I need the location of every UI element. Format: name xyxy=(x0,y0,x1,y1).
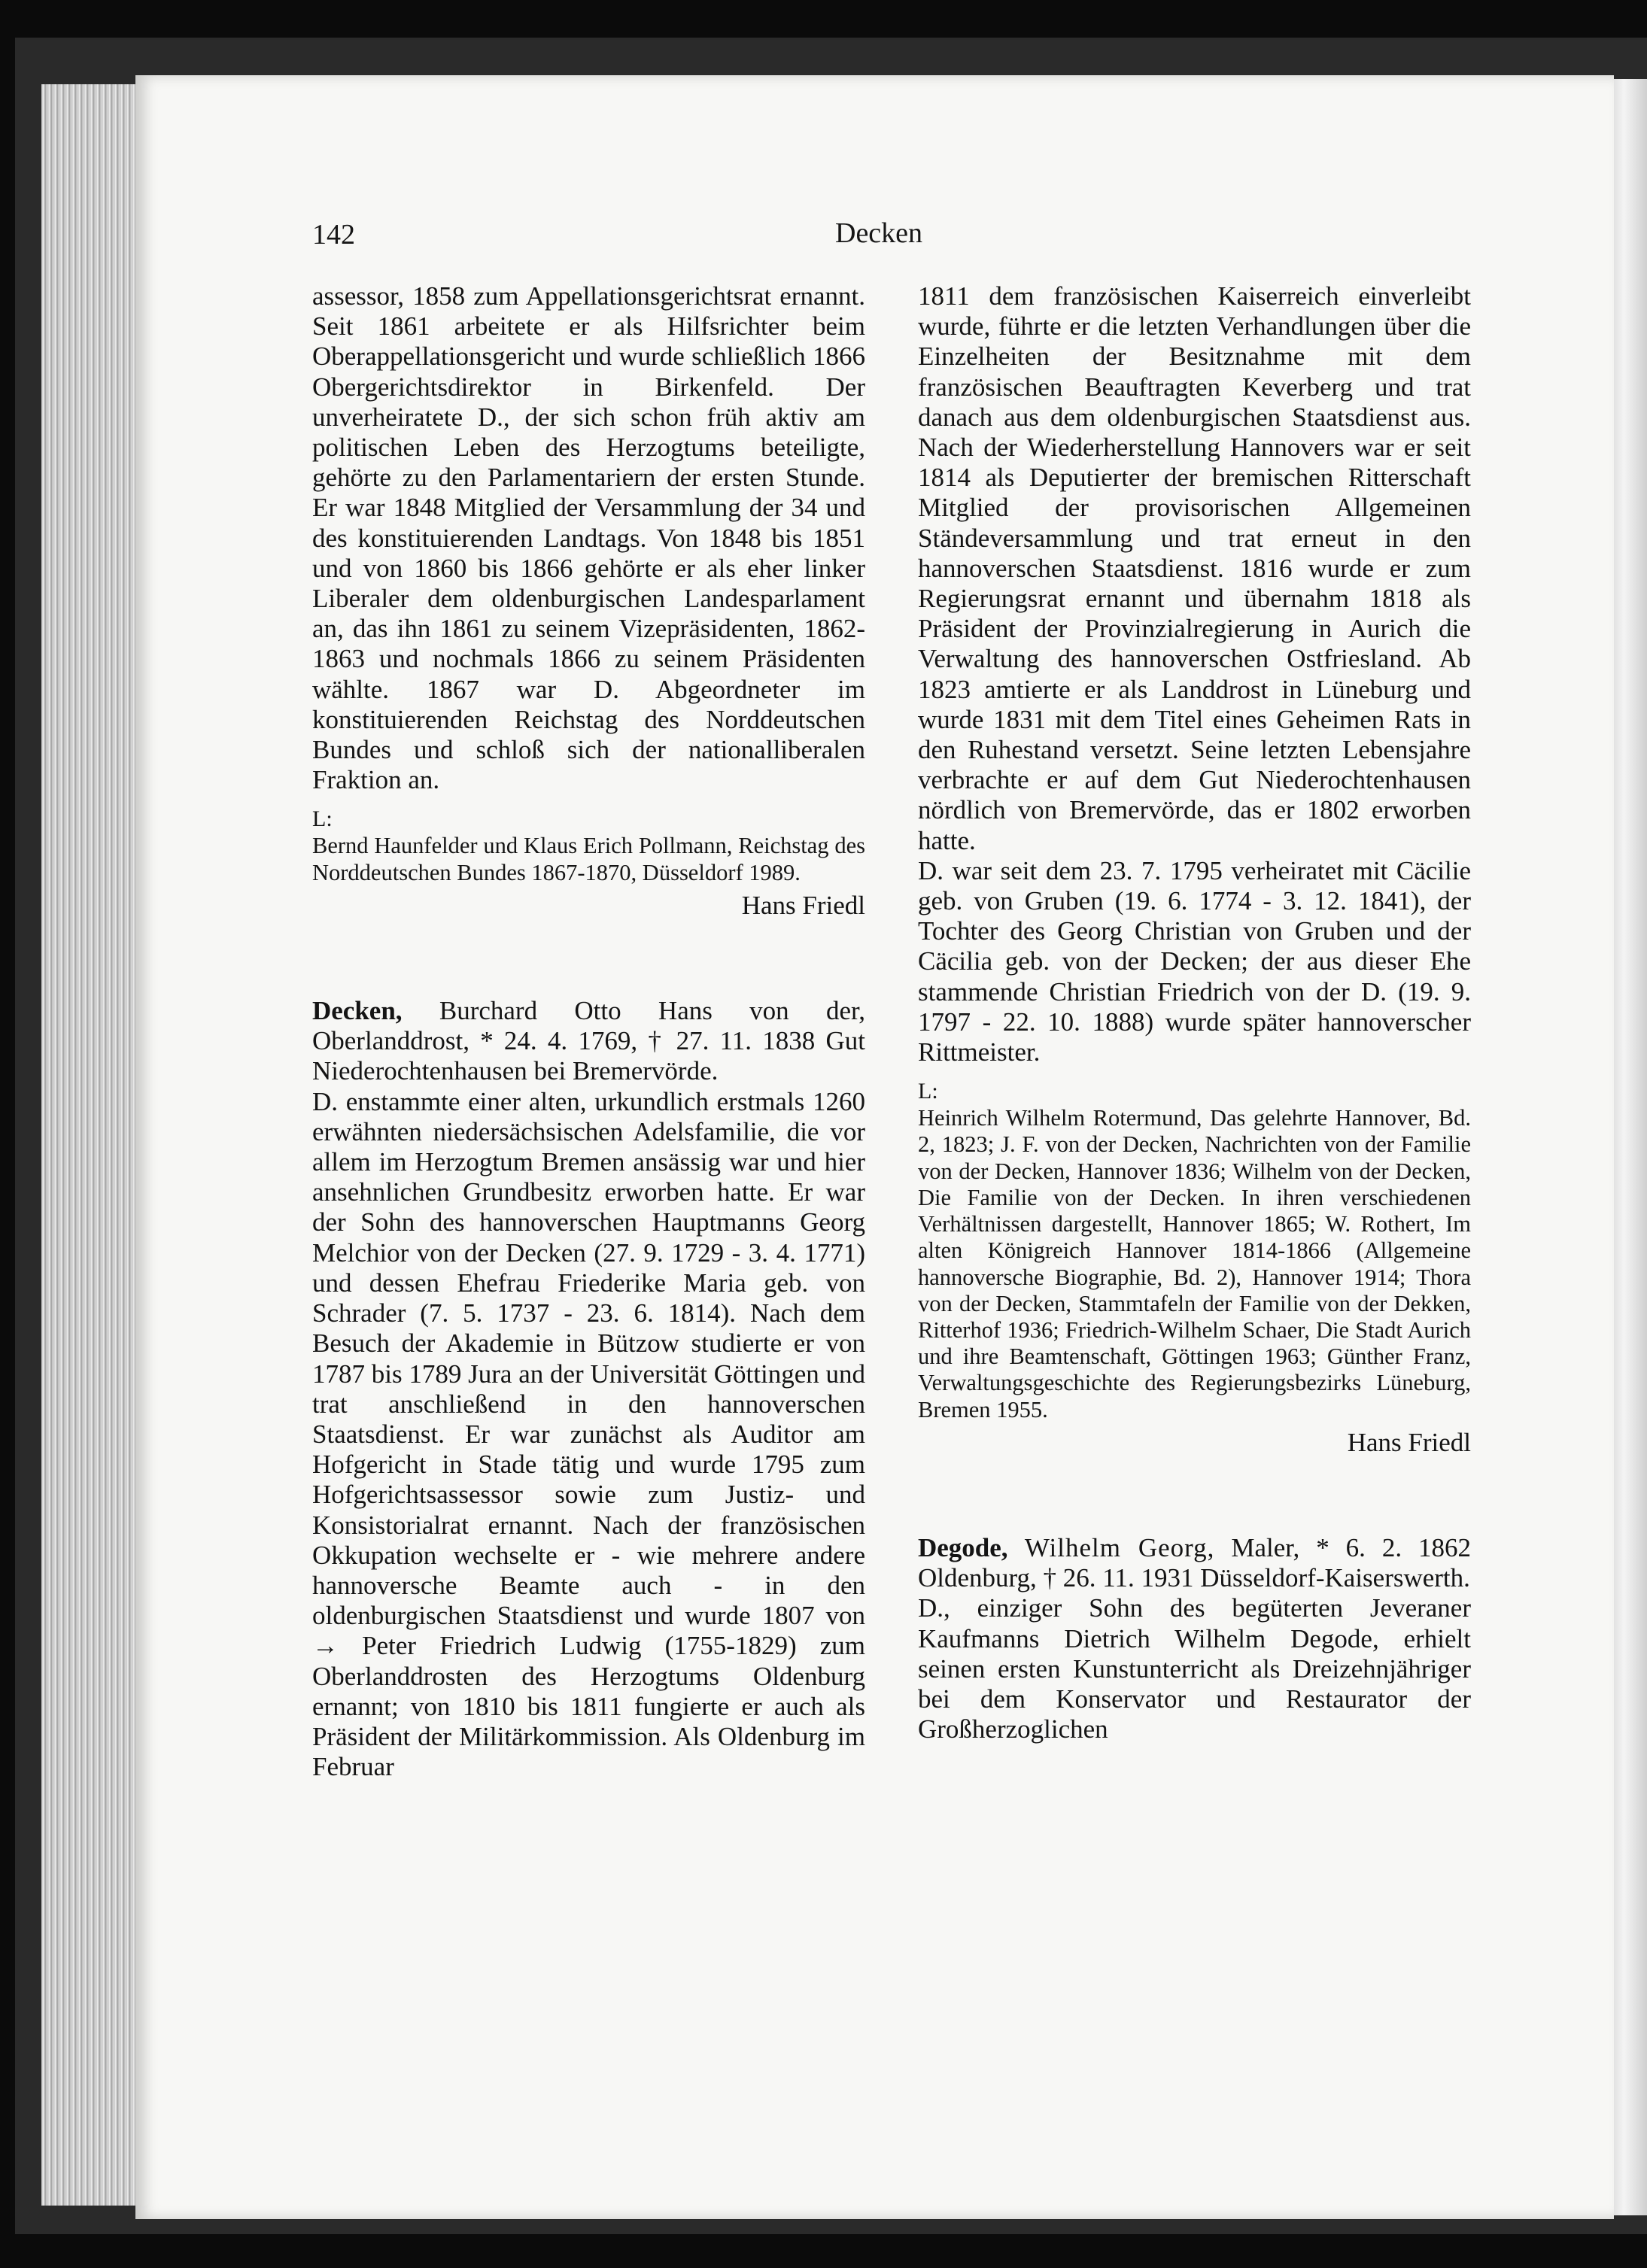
left-column xyxy=(312,281,865,1782)
right-column xyxy=(918,281,1471,1744)
entry-author: Hans Friedl xyxy=(1347,1427,1471,1457)
literature-text: Heinrich Wilhelm Rotermund, Das gelehrte Hannover, Bd. 2, 1823; J. F. von der Decken, Nachrichten von der Familie von der Decken, Hannover 1836; Wilhelm von der Decken, Die Familie von der Decken. In ihren verschiedenen Verhältnissen dargestellt, Hannover 1865; W. Rothert, Im alten Königreich Hannover 1814-1866 (Allgemeine hannoversche Biographie, Bd. 2), Hannover 1914; Thora von der Decken, Stammtafeln der Familie von der Dekken, Ritterhof 1936; Friedrich-Wilhelm Schaer, Die Stadt Aurich und ihre Beamtenschaft, Göttingen 1963; Günther Franz, Verwaltungsgeschichte des Regierungsbezirks Lüneburg, Bremen 1955. xyxy=(918,1105,1471,1422)
literature-label: L: xyxy=(312,806,333,832)
page-number: 142 xyxy=(312,219,355,250)
entry-body: D. enstammte einer alten, urkundlich erstmals 1260 erwähnten niedersächsischen Adelsfamilie, die vor allem im Herzogtum Bremen ansässig war und hier ansehnlichen Grundbesitz erworben hatte. Er war der Sohn des hannoverschen Hauptmanns Georg Melchior von der Decken (27. 9. 1729 - 3. 4. 1771) und dessen Ehefrau Friederike Maria geb. von Schrader (7. 5. 1737 - 23. 6. 1814). Nach dem Besuch der Akademie in Bützow studierte er von 1787 bis 1789 Jura an der Universität Göttingen und trat anschließend in den hannoverschen Staatsdienst. Er war zunächst als Auditor am Hofgericht in Stade tätig und wurde 1795 zum Hofgerichtsassessor sowie zum Justiz- und Konsistorialrat ernannt. Nach der französischen Okkupation wechselte er - wie mehrere andere hannoversche Beamte auch - in den oldenburgischen Staatsdienst und wurde 1807 von → Peter Friedrich Ludwig (1755-1829) zum Oberlanddrosten des Herzogtums Oldenburg ernannt; von 1810 bis 1811 fungierte er auch als Präsident der Militärkommission. Als Oldenburg im Februar xyxy=(312,1086,865,1782)
entry-author: Hans Friedl xyxy=(741,890,865,920)
entry-continuation-text: assessor, 1858 zum Appellationsgerichtsrat ernannt. Seit 1861 arbeitete er als Hilfsrichter beim Oberappellationsgericht und wurde schließlich 1866 Obergerichtsdirektor in Birkenfeld. Der unverheiratete D., der sich schon früh aktiv am politischen Leben des Herzogtums beteiligte, gehörte zu den Parlamentariern der ersten Stunde. Er war 1848 Mitglied der Versammlung der 34 und des konstituierenden Landtags. Von 1848 bis 1851 und von 1860 bis 1866 gehörte er als eher linker Liberaler dem oldenburgischen Landesparlament an, das ihn 1861 zu seinem Vizepräsidenten, 1862-1863 und nochmals 1866 zu seinem Präsidenten wählte. 1867 war D. Abgeordneter im konstituierenden Reichstag des Norddeutschen Bundes und schloß sich der nationalliberalen Fraktion an. xyxy=(312,281,865,795)
literature-label: L: xyxy=(918,1079,938,1104)
literature-text: Bernd Haunfelder und Klaus Erich Pollmann, Reichstag des Norddeutschen Bundes 1867-1870, Düsseldorf 1989. xyxy=(312,833,865,885)
running-head: Decken xyxy=(835,217,923,249)
entry-heading-details: Maler, * 6. 2. 1862 Oldenburg, † 26. 11. 1931 Düsseldorf-Kaiserswerth. xyxy=(918,1532,1471,1593)
entry-family-text: D. war seit dem 23. 7. 1795 verheiratet mit Cäcilie geb. von Gruben (19. 6. 1774 - 3. 12. 1841), der Tochter des Georg Christian von Gruben und der Cäcilia geb. von der Decken; der aus dieser Ehe stammende Christian Friedrich von der D. (19. 9. 1797 - 22. 10. 1888) wurde später hannoverscher Rittmeister. xyxy=(918,855,1471,1067)
facing-page-edge xyxy=(1609,79,1647,2215)
headword: Degode, xyxy=(918,1532,1008,1562)
entry-continuation-text: 1811 dem französischen Kaiserreich einverleibt wurde, führte er die letzten Verhandlungen über die Einzelheiten der Besitznahme mit dem französischen Beauftragten Keverberg und trat danach aus dem oldenburgischen Staatsdienst aus. Nach der Wiederherstellung Hannovers war er seit 1814 als Deputierter der bremischen Ritterschaft Mitglied der provisorischen Allgemeinen Ständeversammlung und trat erneut in den hannoverschen Staatsdienst. 1816 wurde er zum Regierungsrat ernannt und übernahm 1818 als Präsident der Provinzialregierung in Aurich die Verwaltung des hannoverschen Ostfriesland. Ab 1823 amtierte er als Landdrost in Lüneburg und wurde 1831 mit dem Titel eines Geheimen Rats in den Ruhestand versetzt. Seine letzten Lebensjahre verbrachte er auf dem Gut Niederochtenhausen nördlich von Bremervörde, das er 1802 erworben hatte. xyxy=(918,281,1471,855)
entry-heading-degode xyxy=(918,1533,1471,1593)
entry-heading-decken xyxy=(312,996,865,1087)
entry-body: D., einziger Sohn des begüterten Jeveraner Kaufmanns Dietrich Wilhelm Degode, erhielt seinen ersten Kunstunterricht als Dreizehnjähriger bei dem Konservator und Restaurator der Großherzoglichen xyxy=(918,1593,1471,1744)
headword: Decken, xyxy=(312,996,403,1026)
entry-person-name: Wilhelm Georg, xyxy=(1007,1532,1215,1562)
page-edges xyxy=(41,84,139,2206)
entry-heading-details: Burchard Otto Hans von der, Oberlanddrost, * 24. 4. 1769, † 27. 11. 1838 Gut Niederochtenhausen bei Bremervörde. xyxy=(312,996,865,1086)
